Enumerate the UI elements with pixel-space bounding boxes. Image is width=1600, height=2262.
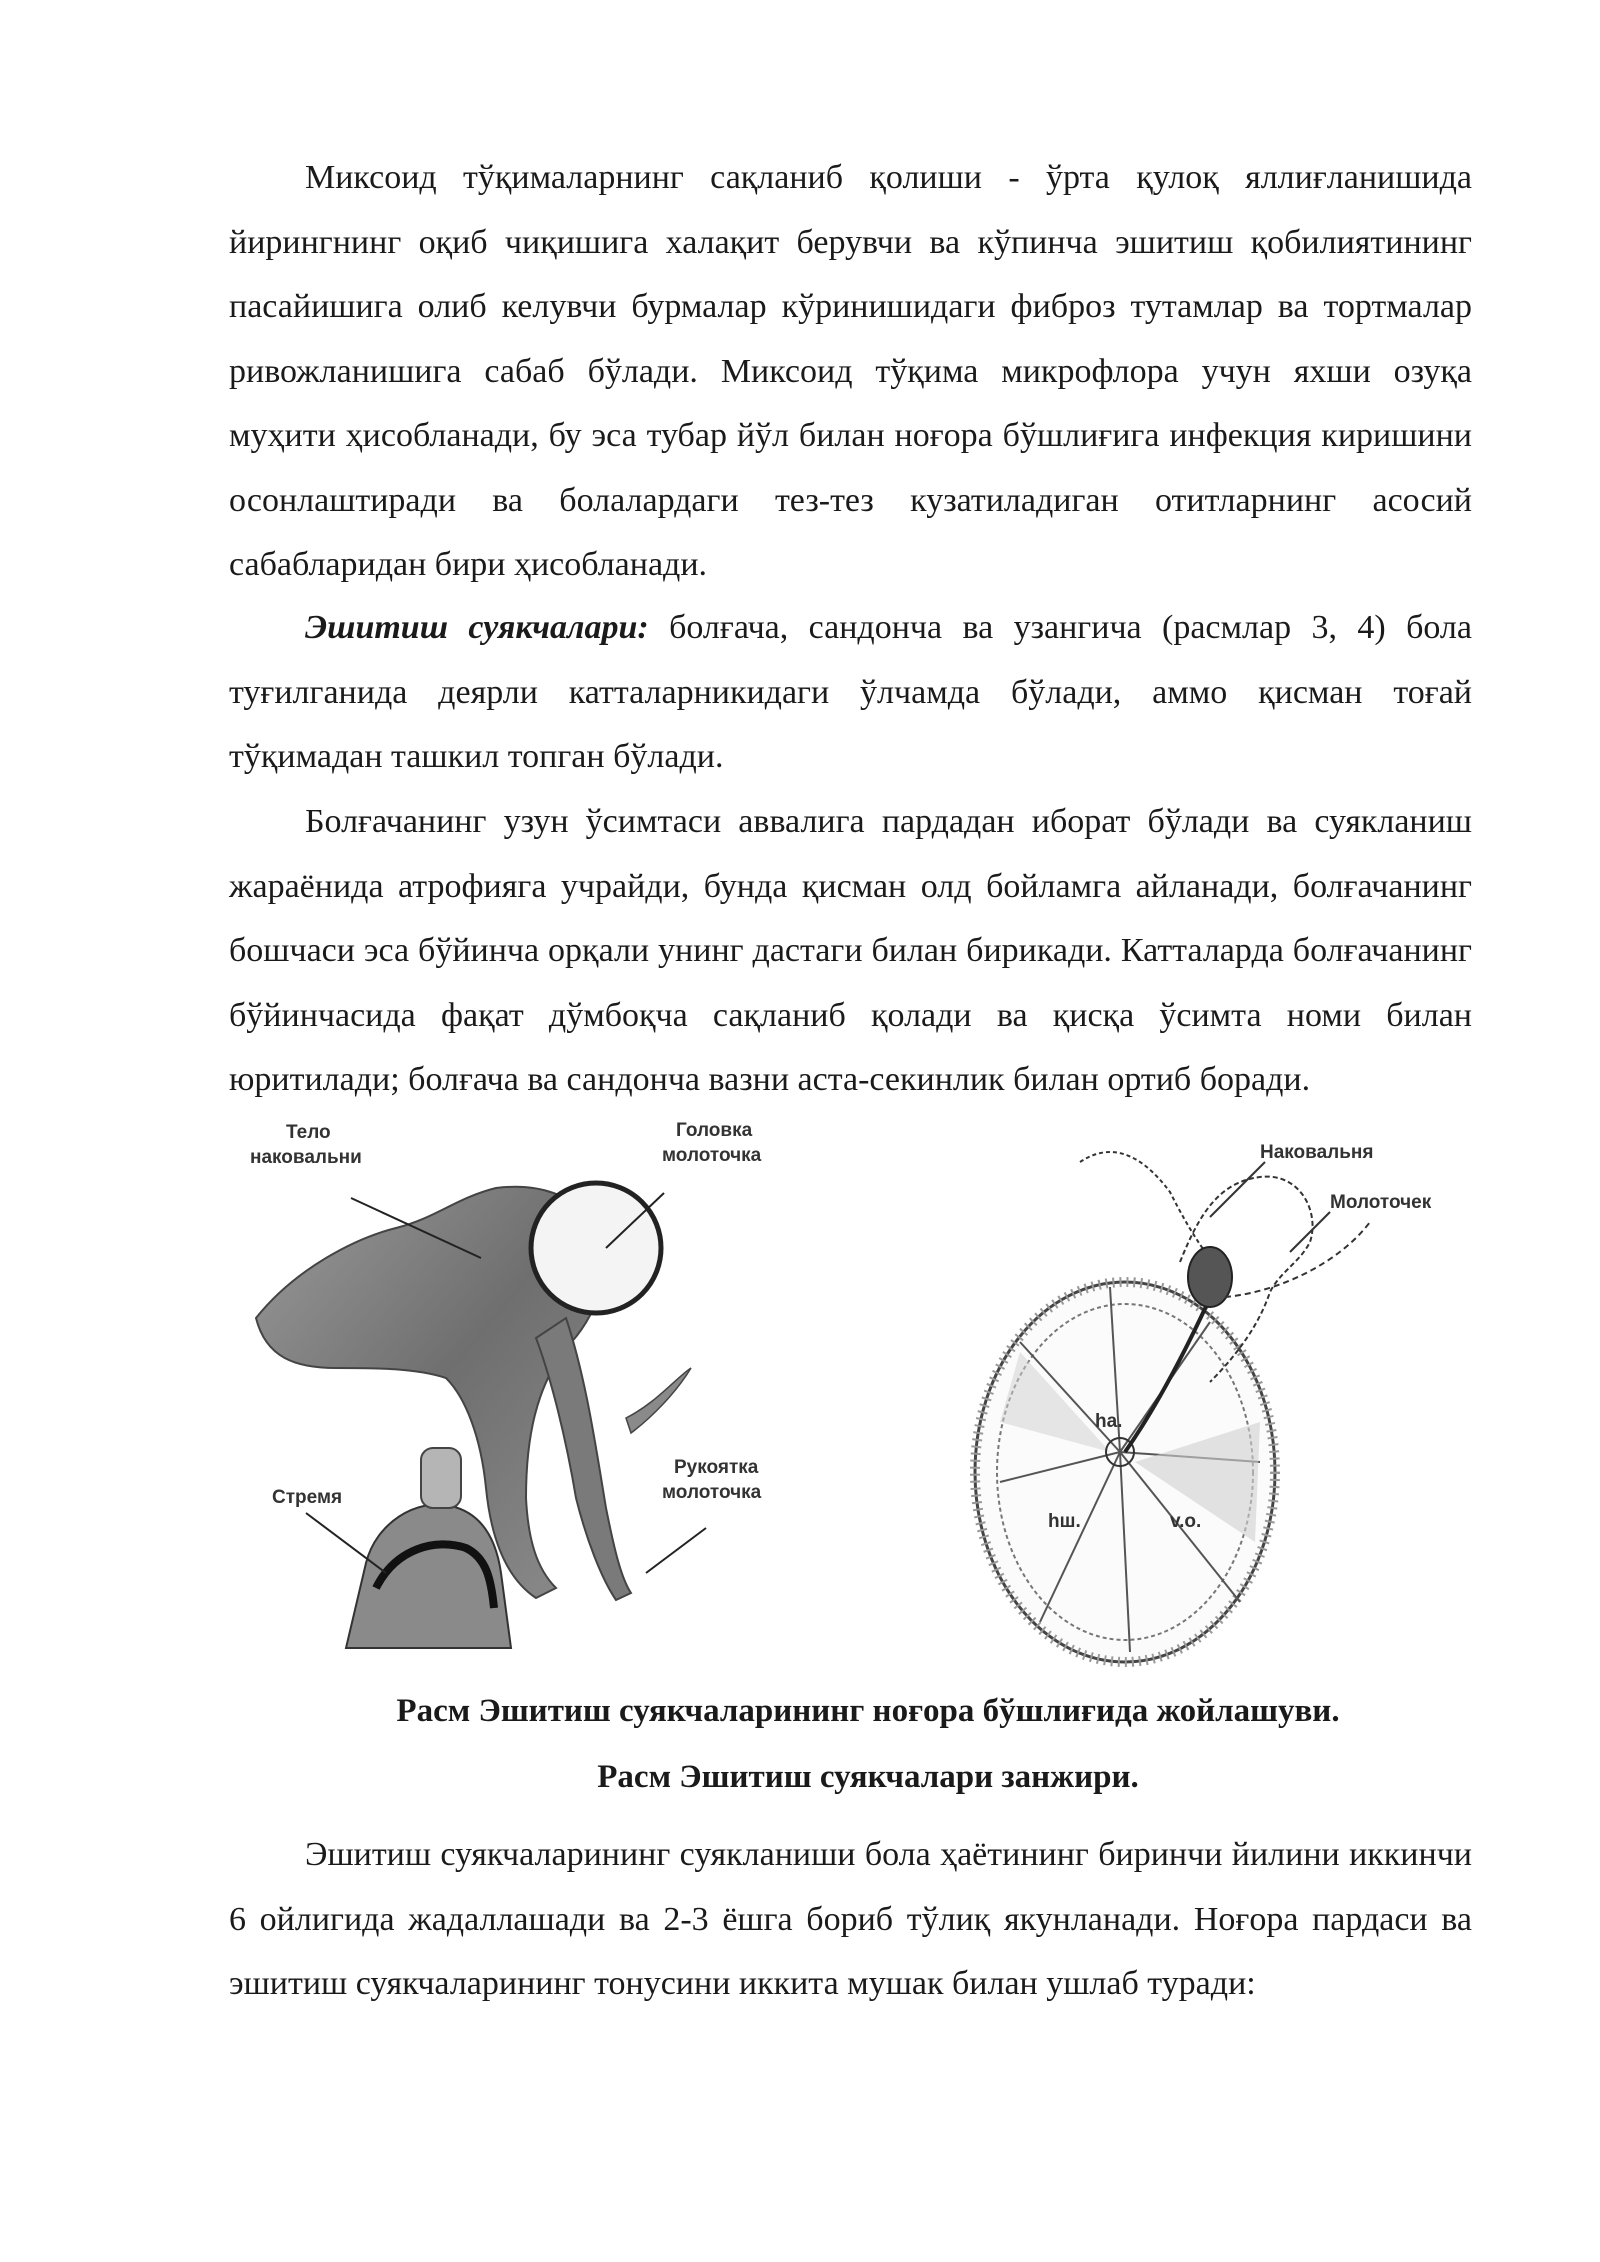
ossicle-chain-drawing xyxy=(236,1118,830,1676)
leader-line-malleus xyxy=(1290,1212,1330,1252)
malleus-head-shape xyxy=(531,1183,661,1313)
label-incus: Наковальня xyxy=(1260,1142,1374,1163)
label-malleus-handle-2: молоточка xyxy=(662,1482,762,1503)
mark-hsh: hш. xyxy=(1048,1511,1081,1532)
label-malleus-head-2: молоточка xyxy=(662,1145,762,1166)
paragraph-myxoid-tissue xyxy=(229,146,1472,598)
paragraph-ossification xyxy=(229,1823,1472,2017)
leader-line-handle xyxy=(646,1528,706,1573)
figure-caption-1: Расм Эшитиш суякчаларининг ноғора бўшлиғида жойлашуви. xyxy=(396,1693,1340,1729)
ossicle-chain-figure xyxy=(236,1118,830,1676)
tympanic-cavity-figure xyxy=(960,1122,1480,1680)
paragraph-text: Миксоид тўқималарнинг сақланиб қолиши - ўрта қулоқ яллиғланишида йирингнинг оқиб чиқишига халақит берувчи ва кўпинча эшитиш қобилиятининг пасайишига олиб келувчи бурмалар кўринишидаги фиброз тутамлар ва тортмалар ривожланишига сабаб бўлади. Миксоид тўқима микрофлора учун яхши озуқа муҳити ҳисобланади, бу эса тубар йўл билан ноғора бўшлиғига инфекция киришини осонлаштиради ва болалардаги тез-тез кузатиладиган отитларнинг асосий сабабларидан бири ҳисобланади. xyxy=(229,159,1472,583)
label-incus-body-1: Тело xyxy=(286,1122,331,1143)
malleus-handle-shape xyxy=(536,1318,631,1600)
tympanic-cavity-drawing xyxy=(960,1122,1480,1680)
paragraph-text: болғача, сандонча ва узангича (расмлар 3, 4) бола туғилганида деярли катталарникидаги ўлчамда бўлади, аммо қисман тоғай тўқимадан ташкил топган бўлади. xyxy=(229,609,1472,775)
paragraph-text: Болғачанинг узун ўсимтаси аввалига пардадан иборат бўлади ва суякланиш жараёнида атрофияга учрайди, бунда қисман олд бойламга айланади, болғачанинг бошчаси эса бўйинча орқали унинг дастаги билан бирикади. Катталарда болғачанинг бўйинчасида фақат дўмбоқча сақланиб қолади ва қисқа ўсимта номи билан юритилади; болғача ва сандонча вазни аста-секинлик билан ортиб боради. xyxy=(229,803,1472,1098)
leader-line-incus xyxy=(1210,1162,1265,1217)
term-auditory-ossicles: Эшитиш суякчалари: xyxy=(305,609,649,646)
stapes-head-shape xyxy=(421,1448,461,1508)
mark-vo: v.o. xyxy=(1170,1511,1202,1532)
label-stapes: Стремя xyxy=(272,1487,343,1508)
paragraph-text: Эшитиш суякчаларининг суякланиши бола ҳаётининг биринчи йилини иккинчи 6 ойлигида жадаллашади ва 2-3 ёшга бориб тўлиқ якунланади. Ноғора пардаси ва эшитиш суякчаларининг тонусини иккита мушак билан ушлаб туради: xyxy=(229,1836,1472,2002)
label-malleus: Молоточек xyxy=(1330,1192,1432,1213)
paragraph-text-container xyxy=(229,596,1472,790)
label-malleus-head-1: Головка xyxy=(676,1120,753,1141)
mark-ha: hа. xyxy=(1095,1411,1123,1432)
paragraph-auditory-ossicles xyxy=(229,596,1472,790)
label-incus-body-2: наковальни xyxy=(250,1147,362,1168)
ossicle-joint-shape xyxy=(1188,1247,1232,1307)
paragraph-malleus-development xyxy=(229,790,1472,1113)
short-process-shape xyxy=(626,1368,691,1433)
figure-caption-2: Расм Эшитиш суякчалари занжири. xyxy=(597,1759,1139,1795)
label-malleus-handle-1: Рукоятка xyxy=(674,1457,759,1478)
